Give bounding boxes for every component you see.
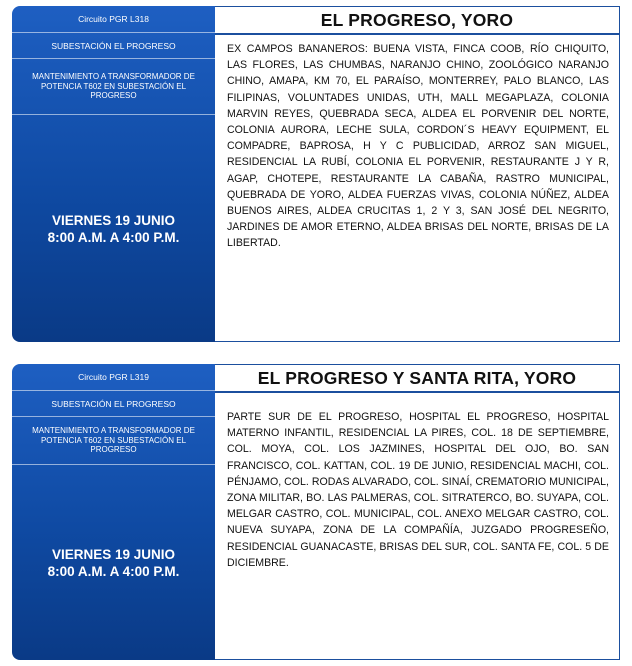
- affected-areas: EX CAMPOS BANANEROS: BUENA VISTA, FINCA COOB, RÍO CHIQUITO, LAS FLORES, LAS CHUMBAS, NARANJO CHINO, ZOOLÓGICO NARANJO CHINO, AMAPA, KM 70, EL PARAÍSO, MONTERREY, PALO BLANCO, LAS FILIPINAS, VOLUNTADES UNIDAS, UTH, MALL MEGAPLAZA, COLONIA MARVIN REYES, QUEBRADA SECA, ALDEA EL PORVENIR DEL NORTE, COLONIA AURORA, LECHE SULA, CORDON´S HEAVY EQUIPMENT, EL COMPADRE, BAPROSA, H Y C PUBLICIDAD, ARROZ SAN MIGUEL, RESIDENCIAL LA RUBÍ, COLONIA EL PORVENIR, RESTAURANTE J Y R, AGAP, CHOTEPE, RESTAURANTE LA CABAÑA, RASTRO MUNICIPAL, QUEBRADA DE YORO, ALDEA FUERZAS VIVAS, COLONIA NÚÑEZ, ALDEA BUENOS AIRES, ALDEA CRUCITAS 1, 2 Y 3, SAN JOSÉ DEL NEGRITO, JARDINES DE AMOR ETERNO, ALDEA BRISAS DEL NORTE, BRISAS DE LA LIBERTAD.: [227, 43, 609, 250]
- schedule: [12, 115, 215, 342]
- outage-date: VIERNES 19 JUNIO: [51, 212, 176, 228]
- circuit-label: Circuito PGR L318: [12, 6, 215, 33]
- outage-date: VIERNES 19 JUNIO: [51, 546, 176, 562]
- maintenance-description: MANTENIMIENTO A TRANSFORMADOR DE POTENCIA T602 EN SUBESTACIÓN EL PROGRESO: [12, 59, 215, 115]
- circuit-label: Circuito PGR L319: [12, 364, 215, 391]
- schedule: [12, 465, 215, 660]
- outage-notice-card: [12, 6, 620, 342]
- outage-time: 8:00 A.M. A 4:00 P.M.: [47, 563, 180, 579]
- notice-details-panel: [215, 364, 620, 660]
- affected-areas: PARTE SUR DE EL PROGRESO, HOSPITAL EL PROGRESO, HOSPITAL MATERNO INFANTIL, RESIDENCIAL LA PIRES, COL. 18 DE SEPTIEMBRE, COL. MOYA, COL. LOS JAZMINES, HOSPITAL DEL OJO, BO. SAN FRANCISCO, COL. KATTAN, COL. 19 DE JUNIO, RESIDENCIAL MACHI, COL. PÉNJAMO, COL. RODAS ALVARADO, COL. SINAÍ, CREMATORIO MUNICIPAL, ZONA MILITAR, BO. LAS PALMERAS, COL. SITRATERCO, BO. SUYAPA, COL. MELGAR CASTRO, COL. MUNICIPAL, COL. ANEXO MELGAR CASTRO, COL. NUEVA SUYAPA, ZONA DE LA COMPAÑÍA, JUZGADO PROGRESEÑO, RESIDENCIAL GUANACASTE, BRISAS DEL SUR, COL. SANTA FE, COL. 5 DE DICIEMBRE.: [227, 411, 609, 569]
- notice-details-panel: [215, 6, 620, 342]
- outage-time: 8:00 A.M. A 4:00 P.M.: [47, 229, 180, 245]
- notice-info-panel: [12, 6, 215, 342]
- substation-label: SUBESTACIÓN EL PROGRESO: [12, 33, 215, 59]
- maintenance-description: MANTENIMIENTO A TRANSFORMADOR DE POTENCIA T602 EN SUBESTACIÓN EL PROGRESO: [12, 417, 215, 465]
- outage-notice-card: [12, 364, 620, 660]
- notice-title: EL PROGRESO, YORO: [215, 7, 619, 35]
- notice-title: EL PROGRESO Y SANTA RITA, YORO: [215, 365, 619, 393]
- substation-label: SUBESTACIÓN EL PROGRESO: [12, 391, 215, 417]
- notice-info-panel: [12, 364, 215, 660]
